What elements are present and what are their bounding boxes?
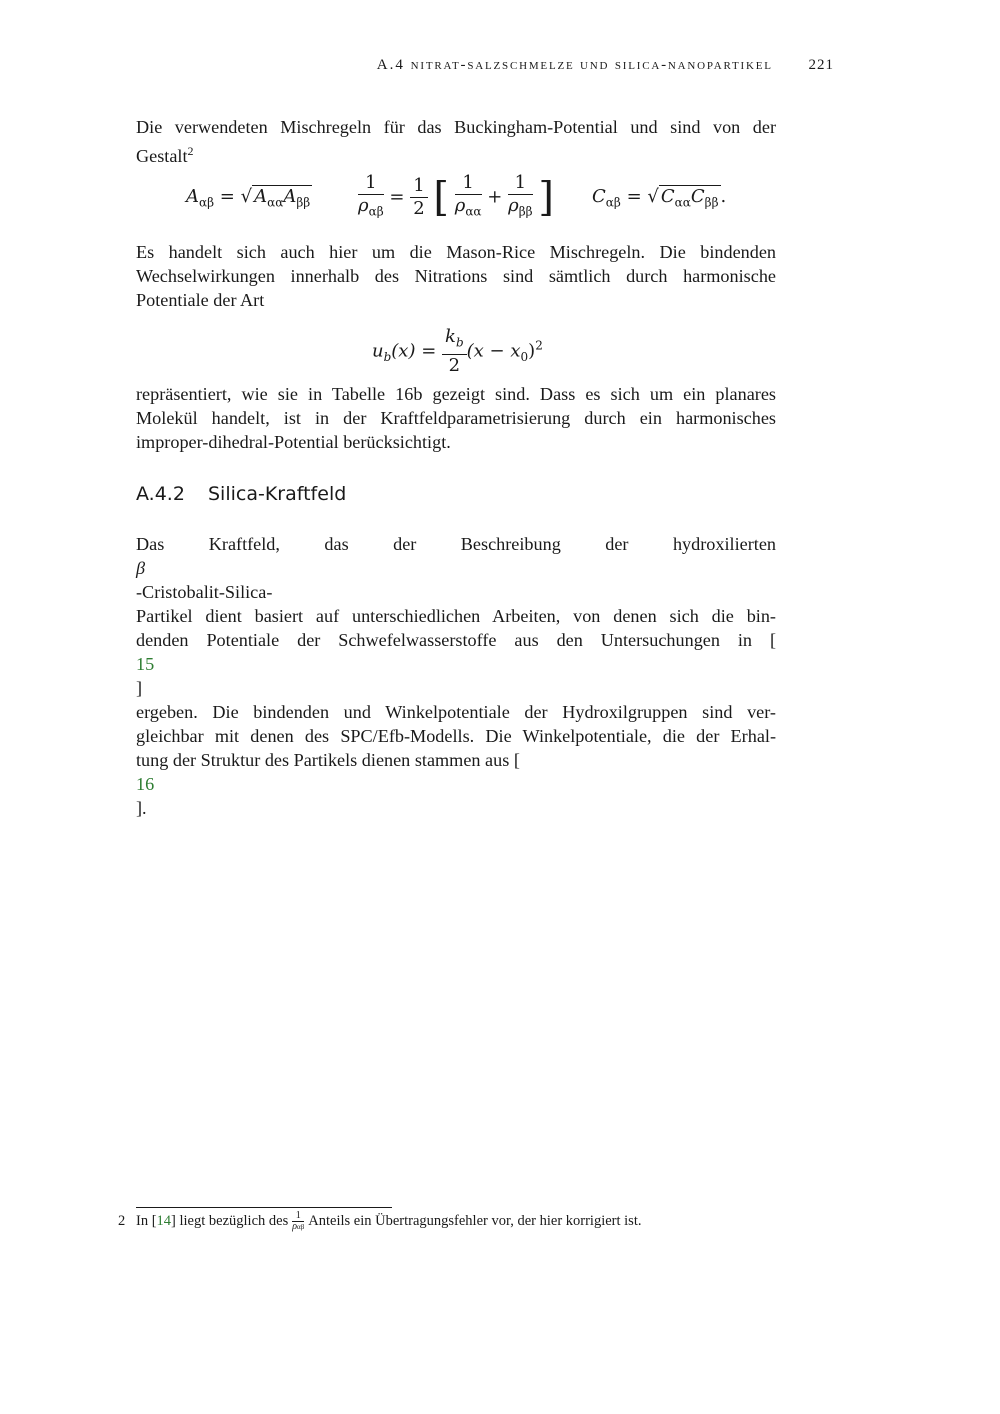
text-line: tung der Struktur des Partikels dienen stammen aus [ 16 ]. (136, 748, 776, 820)
equation-c-rule: $C_{\alpha\beta}$ = √ $C_{\alpha\alpha}C_{\beta\beta}$ . (592, 186, 727, 210)
text-line: ergeben. Die bindenden und Winkelpotentiale der Hydroxilgruppen sind ver- (136, 702, 776, 722)
sqrt-icon: √ (647, 186, 659, 207)
text-line: Das Kraftfeld, das der Beschreibung der hydroxilierten β -Cristobalit-Silica- (136, 534, 776, 602)
header-title: nitrat-salzschmelze und silica-nanopartikel (410, 57, 773, 73)
section-heading (136, 483, 346, 505)
footnote-number: 2 (118, 1212, 126, 1229)
citation-link[interactable]: 14 (156, 1212, 172, 1229)
equation-mixing-rules (136, 172, 776, 228)
paragraph-mixing-rules (136, 115, 776, 168)
footnote-rule (136, 1207, 392, 1208)
inline-fraction: 1 ραβ (292, 1210, 305, 1232)
equation-harmonic-potential: $u_b(x)$ = $\frac{k_b}{2}$ $(x - x_0)^2$ (372, 326, 543, 376)
text-line: Gestalt$^2$ (136, 144, 194, 167)
citation-link[interactable]: 16 (136, 774, 155, 794)
text-line: Potentiale der Art (136, 290, 265, 310)
text-line: Es handelt sich auch hier um die Mason-Rice Mischregeln. Die bindenden (136, 242, 776, 262)
text-line: improper-dihedral-Potential berücksichtigt. (136, 432, 451, 452)
text-line: Die verwendeten Mischregeln für das Buckingham-Potential und sind von der (136, 117, 776, 137)
text-line: Molekül handelt, ist in der Kraftfeldparametrisierung durch ein harmonisches (136, 408, 776, 428)
paragraph-mason-rice (136, 240, 776, 312)
sqrt-icon: √ (240, 186, 253, 207)
text-line: gleichbar mit denen des SPC/Efb-Modells. Die Winkelpotentiale, die der Erhal- (136, 726, 776, 746)
header-section-number: A.4 (376, 57, 405, 73)
equation-a-rule: $A_{\alpha\beta}$ = √ $A_{\alpha\alpha}A_{\beta\beta}$ (186, 186, 311, 210)
running-header (377, 57, 834, 74)
section-number: A.4.2 (136, 483, 185, 505)
text-line: repräsentiert, wie sie in Tabelle 16b gezeigt sind. Dass es sich um ein planares (136, 384, 776, 404)
equation-rho-rule: $\frac{1}{\rho_{\alpha\beta}}$ = $\frac{1}{2}$ [ $\frac{1}{\rho_{\alpha\alpha}}$ + $\frac{1}{\rho_{\beta\beta}}$ ] (358, 172, 554, 221)
footnote: 2 In [14] liegt bezüglich des 1 ραβ Anteils ein Übertragungsfehler vor, der hier korrigiert ist. (118, 1210, 642, 1232)
page-number: 221 (808, 57, 834, 73)
paragraph-silica-forcefield (136, 532, 776, 820)
text-line: denden Potentiale der Schwefelwasserstoffe aus den Untersuchungen in [ 15 ] (136, 630, 776, 698)
text-line: Partikel dient basiert auf unterschiedlichen Arbeiten, von denen sich die bin- (136, 606, 776, 626)
paragraph-table-reference (136, 382, 776, 454)
citation-link[interactable]: 15 (136, 654, 155, 674)
footnote-mark[interactable]: 2 (187, 144, 194, 158)
text-line: Wechselwirkungen innerhalb des Nitrations sind sämtlich durch harmonische (136, 266, 776, 286)
section-title: Silica-Kraftfeld (208, 483, 347, 505)
